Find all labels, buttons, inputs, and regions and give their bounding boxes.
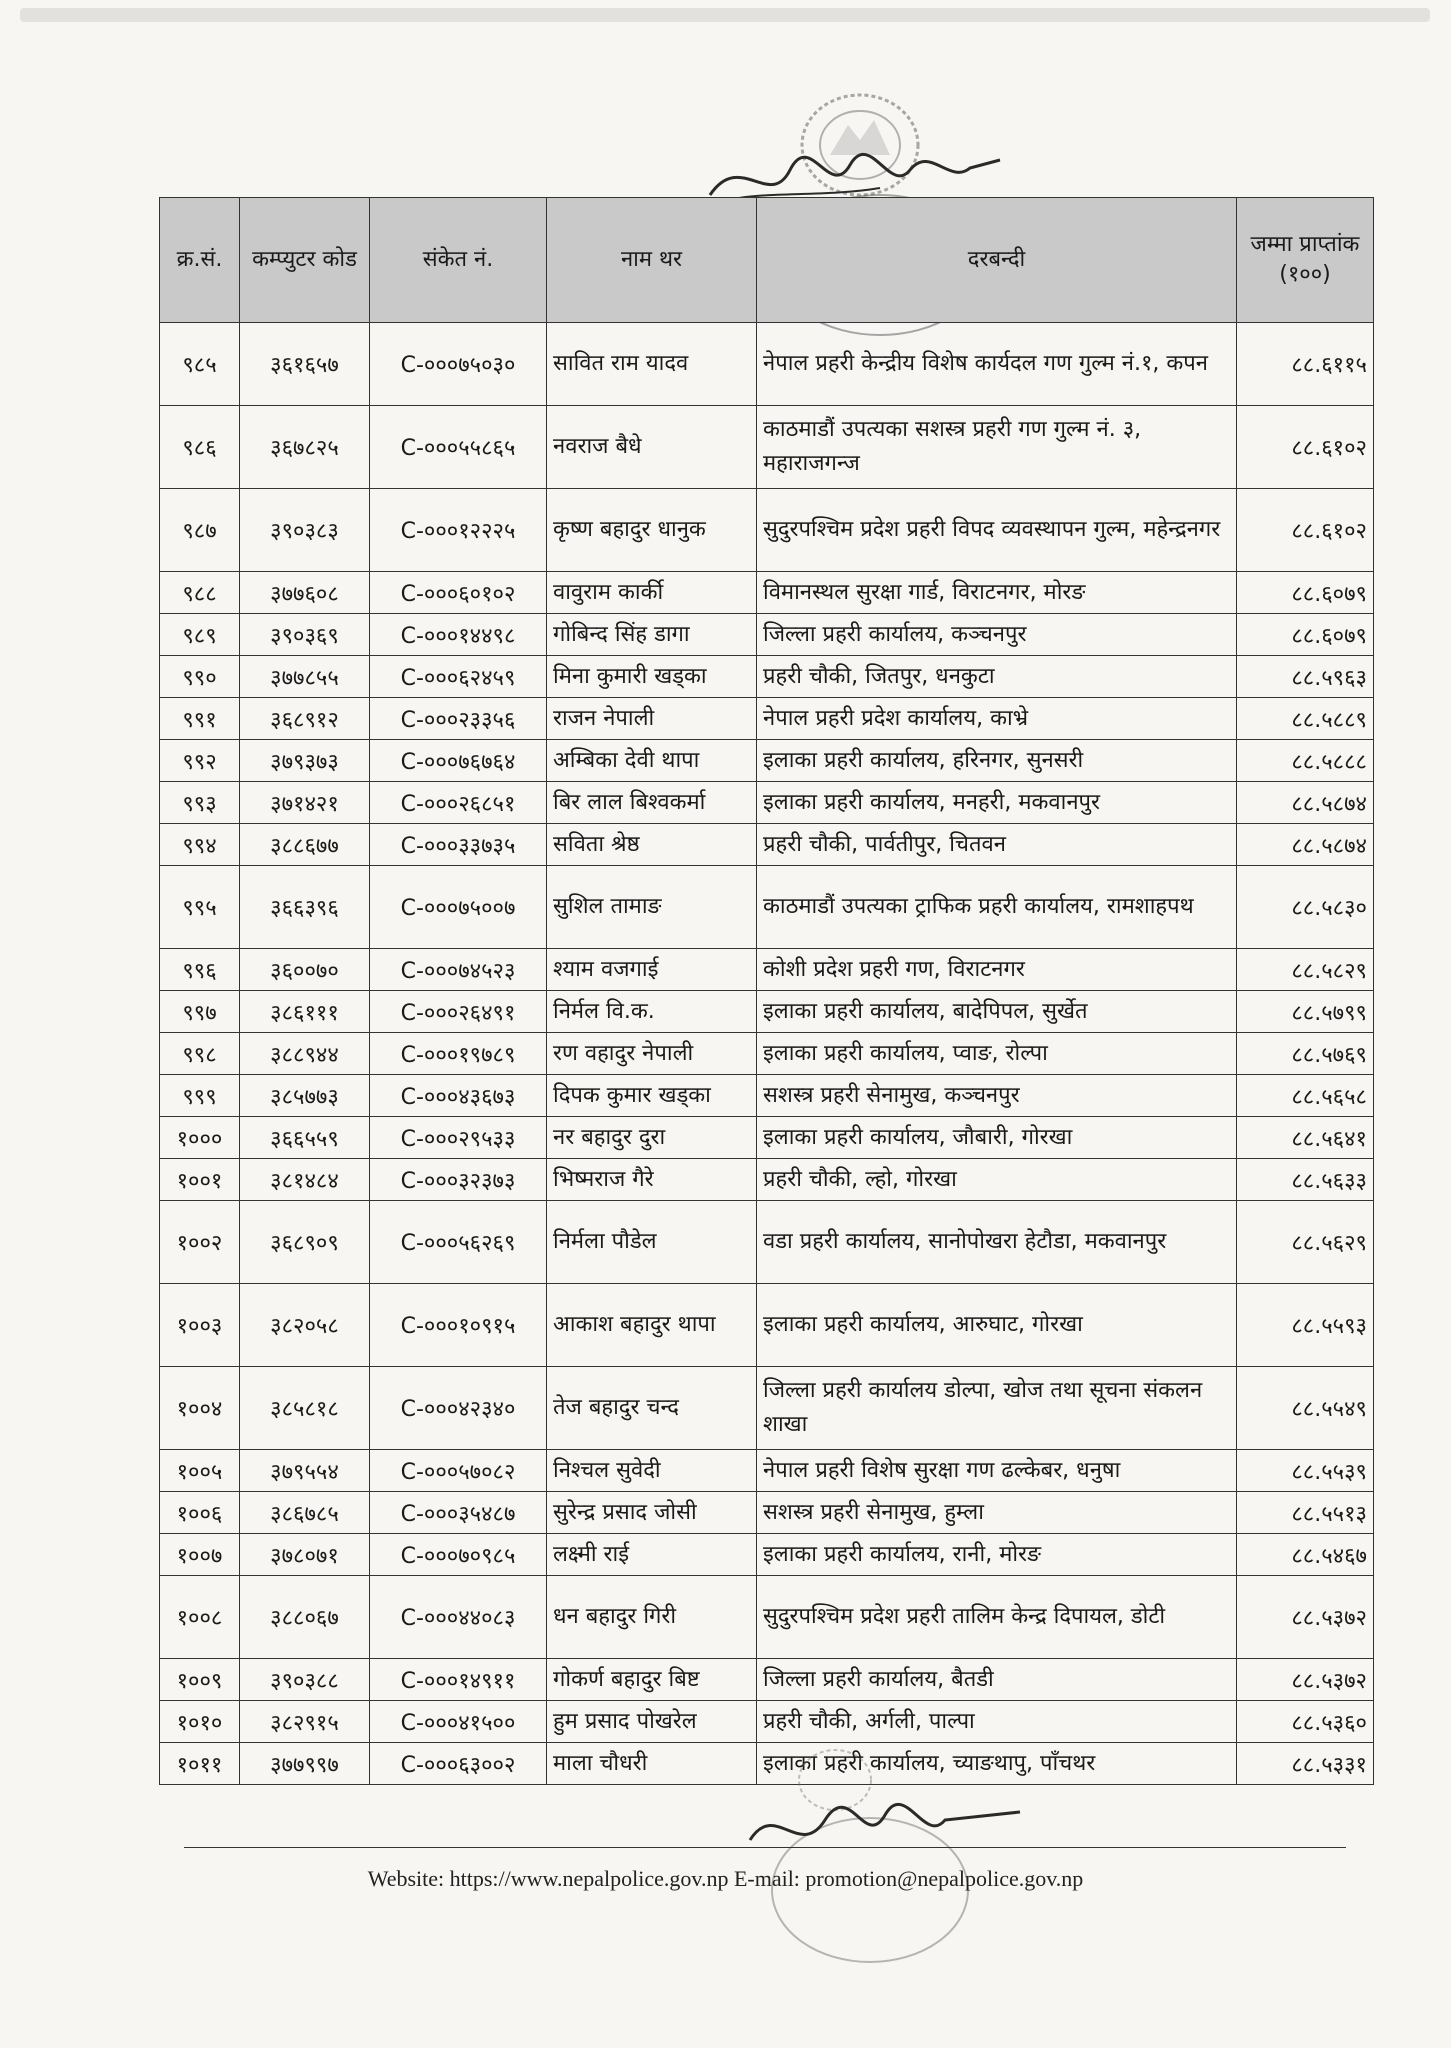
total-marks-cell: ८८.५८८८ bbox=[1237, 740, 1374, 782]
serial-number-cell: ९९६ bbox=[160, 949, 240, 991]
post-cell: इलाका प्रहरी कार्यालय, आरुघाट, गोरखा bbox=[757, 1284, 1237, 1367]
table-row bbox=[160, 1492, 1374, 1534]
total-marks-cell: ८८.५७६९ bbox=[1237, 1033, 1374, 1075]
computer-code-cell: ३८५८१८ bbox=[240, 1367, 370, 1450]
symbol-number-cell: C-०००७४५२३ bbox=[370, 949, 547, 991]
symbol-number-cell: C-०००१४९११ bbox=[370, 1659, 547, 1701]
total-marks-cell: ८८.५८२९ bbox=[1237, 949, 1374, 991]
post-cell: कोशी प्रदेश प्रहरी गण, विराटनगर bbox=[757, 949, 1237, 991]
table-header-row bbox=[160, 198, 1374, 323]
name-cell: तेज बहादुर चन्द bbox=[547, 1367, 757, 1450]
table-row bbox=[160, 824, 1374, 866]
computer-code-cell: ३६६३९६ bbox=[240, 866, 370, 949]
post-cell: विमानस्थल सुरक्षा गार्ड, विराटनगर, मोरङ bbox=[757, 572, 1237, 614]
symbol-number-cell: C-०००६०१०२ bbox=[370, 572, 547, 614]
serial-number-cell: ९८६ bbox=[160, 406, 240, 489]
footer-website-email: Website: https://www.nepalpolice.gov.np E-mail: promotion@nepalpolice.gov.np bbox=[367, 1866, 1084, 1891]
serial-number-cell: ९९० bbox=[160, 656, 240, 698]
post-cell: नेपाल प्रहरी प्रदेश कार्यालय, काभ्रे bbox=[757, 698, 1237, 740]
table-row bbox=[160, 489, 1374, 572]
symbol-number-cell: C-०००१४४९८ bbox=[370, 614, 547, 656]
table-body bbox=[160, 323, 1374, 1785]
name-cell: अम्बिका देवी थापा bbox=[547, 740, 757, 782]
symbol-number-cell: C-०००१२२२५ bbox=[370, 489, 547, 572]
computer-code-cell: ३९०३८८ bbox=[240, 1659, 370, 1701]
symbol-number-cell: C-०००७०९८५ bbox=[370, 1534, 547, 1576]
promotion-results-table bbox=[159, 197, 1374, 1785]
total-marks-cell: ८८.६११५ bbox=[1237, 323, 1374, 406]
computer-code-cell: ३७७६०८ bbox=[240, 572, 370, 614]
serial-number-cell: १००८ bbox=[160, 1576, 240, 1659]
symbol-number-cell: C-०००२३३५६ bbox=[370, 698, 547, 740]
table-row bbox=[160, 572, 1374, 614]
serial-number-cell: ९९२ bbox=[160, 740, 240, 782]
serial-number-cell: १०१० bbox=[160, 1701, 240, 1743]
computer-code-cell: ३७७९९७ bbox=[240, 1743, 370, 1785]
total-marks-cell: ८८.५७९९ bbox=[1237, 991, 1374, 1033]
header-name: नाम थर bbox=[547, 198, 757, 323]
computer-code-cell: ३६१६५७ bbox=[240, 323, 370, 406]
computer-code-cell: ३६८९१२ bbox=[240, 698, 370, 740]
name-cell: सविता श्रेष्ठ bbox=[547, 824, 757, 866]
serial-number-cell: ९९७ bbox=[160, 991, 240, 1033]
post-cell: इलाका प्रहरी कार्यालय, रानी, मोरङ bbox=[757, 1534, 1237, 1576]
serial-number-cell: ९९४ bbox=[160, 824, 240, 866]
name-cell: श्याम वजगाई bbox=[547, 949, 757, 991]
name-cell: नर बहादुर दुरा bbox=[547, 1117, 757, 1159]
post-cell: सशस्त्र प्रहरी सेनामुख, हुम्ला bbox=[757, 1492, 1237, 1534]
name-cell: सावित राम यादव bbox=[547, 323, 757, 406]
table-row bbox=[160, 782, 1374, 824]
symbol-number-cell: C-०००४४०८३ bbox=[370, 1576, 547, 1659]
post-cell: जिल्ला प्रहरी कार्यालय डोल्पा, खोज तथा सूचना संकलन शाखा bbox=[757, 1367, 1237, 1450]
table-row bbox=[160, 656, 1374, 698]
scan-edge-artifact bbox=[20, 8, 1430, 22]
header-total-marks: जम्मा प्राप्तांक (१००) bbox=[1237, 198, 1374, 323]
name-cell: राजन नेपाली bbox=[547, 698, 757, 740]
symbol-number-cell: C-०००५७०८२ bbox=[370, 1450, 547, 1492]
serial-number-cell: ९८५ bbox=[160, 323, 240, 406]
name-cell: धन बहादुर गिरी bbox=[547, 1576, 757, 1659]
name-cell: भिष्मराज गैरे bbox=[547, 1159, 757, 1201]
post-cell: इलाका प्रहरी कार्यालय, बादेपिपल, सुर्खेत bbox=[757, 991, 1237, 1033]
serial-number-cell: ९९८ bbox=[160, 1033, 240, 1075]
serial-number-cell: ९८७ bbox=[160, 489, 240, 572]
serial-number-cell: ९९५ bbox=[160, 866, 240, 949]
name-cell: निर्मला पौडेल bbox=[547, 1201, 757, 1284]
table-row bbox=[160, 1367, 1374, 1450]
serial-number-cell: ९९३ bbox=[160, 782, 240, 824]
computer-code-cell: ३६६५५९ bbox=[240, 1117, 370, 1159]
computer-code-cell: ३८६१११ bbox=[240, 991, 370, 1033]
computer-code-cell: ३८१४८४ bbox=[240, 1159, 370, 1201]
post-cell: प्रहरी चौकी, ल्हो, गोरखा bbox=[757, 1159, 1237, 1201]
symbol-number-cell: C-०००२६४९१ bbox=[370, 991, 547, 1033]
computer-code-cell: ३८८०६७ bbox=[240, 1576, 370, 1659]
table-row bbox=[160, 406, 1374, 489]
computer-code-cell: ३७१४२१ bbox=[240, 782, 370, 824]
symbol-number-cell: C-०००३५४८७ bbox=[370, 1492, 547, 1534]
post-cell: नेपाल प्रहरी विशेष सुरक्षा गण ढल्केबर, धनुषा bbox=[757, 1450, 1237, 1492]
computer-code-cell: ३६७८२५ bbox=[240, 406, 370, 489]
symbol-number-cell: C-०००४१५०० bbox=[370, 1701, 547, 1743]
total-marks-cell: ८८.५५९३ bbox=[1237, 1284, 1374, 1367]
table-row bbox=[160, 1576, 1374, 1659]
total-marks-cell: ८८.५६४१ bbox=[1237, 1117, 1374, 1159]
serial-number-cell: १००५ bbox=[160, 1450, 240, 1492]
table-row bbox=[160, 1117, 1374, 1159]
computer-code-cell: ३९०३८३ bbox=[240, 489, 370, 572]
computer-code-cell: ३९०३६९ bbox=[240, 614, 370, 656]
total-marks-cell: ८८.५८७४ bbox=[1237, 824, 1374, 866]
total-marks-cell: ८८.६०७९ bbox=[1237, 614, 1374, 656]
total-marks-cell: ८८.५३६० bbox=[1237, 1701, 1374, 1743]
signature-bottom bbox=[740, 1790, 1040, 1870]
table-row bbox=[160, 740, 1374, 782]
serial-number-cell: १००७ bbox=[160, 1534, 240, 1576]
symbol-number-cell: C-०००५५८६५ bbox=[370, 406, 547, 489]
name-cell: आकाश बहादुर थापा bbox=[547, 1284, 757, 1367]
table-row bbox=[160, 698, 1374, 740]
name-cell: बिर लाल बिश्वकर्मा bbox=[547, 782, 757, 824]
table-row bbox=[160, 949, 1374, 991]
table-row bbox=[160, 323, 1374, 406]
serial-number-cell: १००१ bbox=[160, 1159, 240, 1201]
post-cell: इलाका प्रहरी कार्यालय, प्वाङ, रोल्पा bbox=[757, 1033, 1237, 1075]
total-marks-cell: ८८.५५१३ bbox=[1237, 1492, 1374, 1534]
serial-number-cell: ९९१ bbox=[160, 698, 240, 740]
post-cell: जिल्ला प्रहरी कार्यालय, कञ्चनपुर bbox=[757, 614, 1237, 656]
post-cell: प्रहरी चौकी, जितपुर, धनकुटा bbox=[757, 656, 1237, 698]
post-cell: काठमाडौं उपत्यका ट्राफिक प्रहरी कार्यालय, रामशाहपथ bbox=[757, 866, 1237, 949]
post-cell: इलाका प्रहरी कार्यालय, च्याङथापु, पाँचथर bbox=[757, 1743, 1237, 1785]
total-marks-cell: ८८.५८३० bbox=[1237, 866, 1374, 949]
name-cell: दिपक कुमार खड्का bbox=[547, 1075, 757, 1117]
name-cell: गोबिन्द सिंह डागा bbox=[547, 614, 757, 656]
symbol-number-cell: C-०००७६७६४ bbox=[370, 740, 547, 782]
total-marks-cell: ८८.५६५८ bbox=[1237, 1075, 1374, 1117]
footer-divider bbox=[184, 1847, 1346, 1848]
total-marks-cell: ८८.५३७२ bbox=[1237, 1576, 1374, 1659]
total-marks-cell: ८८.५८८९ bbox=[1237, 698, 1374, 740]
symbol-number-cell: C-०००४२३४० bbox=[370, 1367, 547, 1450]
computer-code-cell: ३७८०७१ bbox=[240, 1534, 370, 1576]
computer-code-cell: ३८८६७७ bbox=[240, 824, 370, 866]
serial-number-cell: १००० bbox=[160, 1117, 240, 1159]
name-cell: माला चौधरी bbox=[547, 1743, 757, 1785]
table-row bbox=[160, 866, 1374, 949]
symbol-number-cell: C-०००२६८५१ bbox=[370, 782, 547, 824]
total-marks-cell: ८८.६१०२ bbox=[1237, 489, 1374, 572]
header-computer-code: कम्प्युटर कोड bbox=[240, 198, 370, 323]
post-cell: सुदुरपश्चिम प्रदेश प्रहरी विपद व्यवस्थापन गुल्म, महेन्द्रनगर bbox=[757, 489, 1237, 572]
table-row bbox=[160, 1159, 1374, 1201]
post-cell: इलाका प्रहरी कार्यालय, हरिनगर, सुनसरी bbox=[757, 740, 1237, 782]
symbol-number-cell: C-०००३३७३५ bbox=[370, 824, 547, 866]
symbol-number-cell: C-०००१०९१५ bbox=[370, 1284, 547, 1367]
serial-number-cell: ९८८ bbox=[160, 572, 240, 614]
computer-code-cell: ३८५७७३ bbox=[240, 1075, 370, 1117]
total-marks-cell: ८८.६०७९ bbox=[1237, 572, 1374, 614]
symbol-number-cell: C-०००४३६७३ bbox=[370, 1075, 547, 1117]
table-row bbox=[160, 1284, 1374, 1367]
name-cell: मिना कुमारी खड्का bbox=[547, 656, 757, 698]
header-symbol-number: संकेत नं. bbox=[370, 198, 547, 323]
serial-number-cell: १००२ bbox=[160, 1201, 240, 1284]
table-row bbox=[160, 1450, 1374, 1492]
computer-code-cell: ३७९५५४ bbox=[240, 1450, 370, 1492]
table-row bbox=[160, 1659, 1374, 1701]
total-marks-cell: ८८.५३३१ bbox=[1237, 1743, 1374, 1785]
table-row bbox=[160, 1201, 1374, 1284]
total-marks-cell: ८८.५६२९ bbox=[1237, 1201, 1374, 1284]
symbol-number-cell: C-०००७५०३० bbox=[370, 323, 547, 406]
post-cell: इलाका प्रहरी कार्यालय, मनहरी, मकवानपुर bbox=[757, 782, 1237, 824]
table-row bbox=[160, 1075, 1374, 1117]
name-cell: कृष्ण बहादुर धानुक bbox=[547, 489, 757, 572]
computer-code-cell: ३८२९१५ bbox=[240, 1701, 370, 1743]
name-cell: गोकर्ण बहादुर बिष्ट bbox=[547, 1659, 757, 1701]
symbol-number-cell: C-०००६३००२ bbox=[370, 1743, 547, 1785]
post-cell: नेपाल प्रहरी केन्द्रीय विशेष कार्यदल गण गुल्म नं.१, कपन bbox=[757, 323, 1237, 406]
name-cell: लक्ष्मी राई bbox=[547, 1534, 757, 1576]
symbol-number-cell: C-०००२९५३३ bbox=[370, 1117, 547, 1159]
computer-code-cell: ३७७८५५ bbox=[240, 656, 370, 698]
serial-number-cell: ९९९ bbox=[160, 1075, 240, 1117]
post-cell: सशस्त्र प्रहरी सेनामुख, कञ्चनपुर bbox=[757, 1075, 1237, 1117]
total-marks-cell: ८८.६१०२ bbox=[1237, 406, 1374, 489]
serial-number-cell: १००६ bbox=[160, 1492, 240, 1534]
symbol-number-cell: C-०००६२४५९ bbox=[370, 656, 547, 698]
serial-number-cell: १००३ bbox=[160, 1284, 240, 1367]
name-cell: हुम प्रसाद पोखरेल bbox=[547, 1701, 757, 1743]
header-serial-number: क्र.सं. bbox=[160, 198, 240, 323]
total-marks-cell: ८८.५८७४ bbox=[1237, 782, 1374, 824]
computer-code-cell: ३८८९४४ bbox=[240, 1033, 370, 1075]
post-cell: सुदुरपश्चिम प्रदेश प्रहरी तालिम केन्द्र दिपायल, डोटी bbox=[757, 1576, 1237, 1659]
computer-code-cell: ३८६७८५ bbox=[240, 1492, 370, 1534]
name-cell: वावुराम कार्की bbox=[547, 572, 757, 614]
name-cell: नवराज बैधे bbox=[547, 406, 757, 489]
post-cell: इलाका प्रहरी कार्यालय, जौबारी, गोरखा bbox=[757, 1117, 1237, 1159]
post-cell: वडा प्रहरी कार्यालय, सानोपोखरा हेटौडा, मकवानपुर bbox=[757, 1201, 1237, 1284]
computer-code-cell: ३८२०५८ bbox=[240, 1284, 370, 1367]
name-cell: निश्चल सुवेदी bbox=[547, 1450, 757, 1492]
name-cell: निर्मल वि.क. bbox=[547, 991, 757, 1033]
post-cell: जिल्ला प्रहरी कार्यालय, बैतडी bbox=[757, 1659, 1237, 1701]
table-row bbox=[160, 991, 1374, 1033]
symbol-number-cell: C-०००५६२६९ bbox=[370, 1201, 547, 1284]
name-cell: सुरेन्द्र प्रसाद जोसी bbox=[547, 1492, 757, 1534]
name-cell: सुशिल तामाङ bbox=[547, 866, 757, 949]
name-cell: रण वहादुर नेपाली bbox=[547, 1033, 757, 1075]
total-marks-cell: ८८.५४६७ bbox=[1237, 1534, 1374, 1576]
table-row bbox=[160, 1534, 1374, 1576]
header-post: दरबन्दी bbox=[757, 198, 1237, 323]
serial-number-cell: १००४ bbox=[160, 1367, 240, 1450]
total-marks-cell: ८८.५३७२ bbox=[1237, 1659, 1374, 1701]
computer-code-cell: ३६००७० bbox=[240, 949, 370, 991]
table-row bbox=[160, 1701, 1374, 1743]
table-row bbox=[160, 614, 1374, 656]
post-cell: प्रहरी चौकी, अर्गली, पाल्पा bbox=[757, 1701, 1237, 1743]
post-cell: काठमाडौं उपत्यका सशस्त्र प्रहरी गण गुल्म नं. ३, महाराजगन्ज bbox=[757, 406, 1237, 489]
total-marks-cell: ८८.५५३९ bbox=[1237, 1450, 1374, 1492]
serial-number-cell: १०११ bbox=[160, 1743, 240, 1785]
table-row bbox=[160, 1033, 1374, 1075]
post-cell: प्रहरी चौकी, पार्वतीपुर, चितवन bbox=[757, 824, 1237, 866]
serial-number-cell: १००९ bbox=[160, 1659, 240, 1701]
symbol-number-cell: C-०००१९७८९ bbox=[370, 1033, 547, 1075]
computer-code-cell: ३६८९०९ bbox=[240, 1201, 370, 1284]
symbol-number-cell: C-०००३२३७३ bbox=[370, 1159, 547, 1201]
total-marks-cell: ८८.५९६३ bbox=[1237, 656, 1374, 698]
computer-code-cell: ३७९३७३ bbox=[240, 740, 370, 782]
symbol-number-cell: C-०००७५००७ bbox=[370, 866, 547, 949]
total-marks-cell: ८८.५६३३ bbox=[1237, 1159, 1374, 1201]
total-marks-cell: ८८.५५४९ bbox=[1237, 1367, 1374, 1450]
serial-number-cell: ९८९ bbox=[160, 614, 240, 656]
